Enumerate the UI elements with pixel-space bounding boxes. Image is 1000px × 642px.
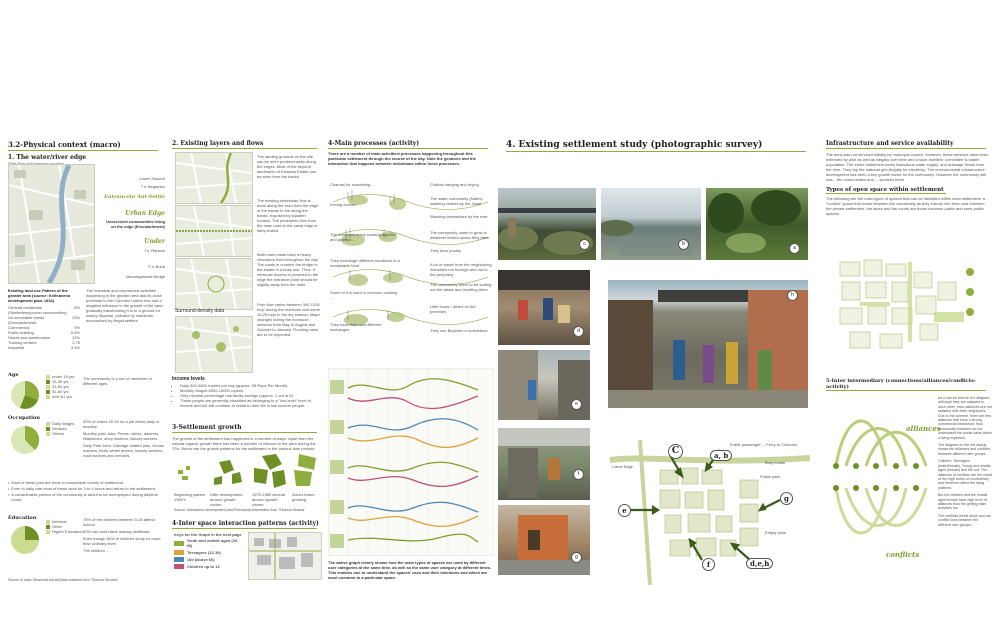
landuse-row [8, 315, 80, 325]
occupation-block [8, 415, 168, 475]
map-label: Under [144, 238, 165, 245]
photo-badge: g [571, 552, 582, 563]
education-note: Even though 60% of children study no more than ordinary level [83, 536, 161, 546]
process-label: They exchange different conditions to a remarkable food [330, 258, 400, 268]
key-label: Children up to 12 [187, 564, 220, 569]
section-header: 4-Main processes (activity) [328, 140, 420, 147]
infrastructure-paragraph: The area was not serviced initially by municipal council. However, these services have been extended by pilot as well as illegally over time and a slum dwellers' committee is stable population. The entire settlement faces hazardous water supply, and drainage floods from the river. They tap the national grid illegally for electricity. The environmental infrastructure development has been a key growth factor for the community. However the community still has... the communities and ... services there. [826, 152, 989, 182]
key-swatch [174, 550, 184, 555]
context-paragraph: The industrial and commercial activities happening in the greater area and its close proximity to the Colombo harbor has had a negative influence in the growth of the area gradually transforming it in to a ground for washy disposal, polluted by industries, encroached by illegal settlers. [86, 288, 163, 323]
income-title: Income levels [172, 376, 205, 382]
income-list [180, 383, 322, 408]
landuse-list [8, 305, 80, 350]
key-swatch [174, 557, 184, 562]
legend-label: Higher Education [52, 529, 83, 534]
legend-swatch [46, 520, 50, 524]
photo-f [498, 428, 590, 500]
photo-c [498, 188, 596, 260]
layer-map-4 [175, 316, 253, 373]
age-pie-chart [10, 380, 40, 410]
age-note: The community is a mix of members of different ages [83, 376, 152, 386]
bullet-item [8, 492, 168, 502]
process-label: Channel for something ... [330, 182, 375, 187]
legend-swatch [46, 525, 50, 529]
process-label: The incidence many cooking together and gossips ... [330, 232, 397, 242]
photo-b [601, 188, 701, 260]
occupation-pie-chart [10, 425, 40, 455]
column-main-processes [328, 140, 494, 595]
plan-note: Busy roads [765, 460, 786, 465]
key-item [174, 538, 242, 548]
landuse-name: Public building [8, 330, 34, 335]
plan-label-g: g [780, 492, 793, 505]
landuse-name: Stores and warehouses [8, 335, 51, 340]
header-rule [826, 193, 946, 194]
key-label: Teenagers (13-19) [187, 550, 221, 555]
alliances-label: alliances [906, 424, 941, 433]
legend-swatch [46, 385, 50, 389]
landuse-name: Training centers [8, 340, 37, 345]
source-note: Source of data: Observed survey/Data obtained from "Ekenna Sevana" [8, 578, 119, 582]
map-label: Unserviced communities living on the edge (Encroachment) [106, 219, 165, 229]
landuse-value: 3% [74, 325, 80, 330]
education-note: 80% can hold basic leaving certificate [83, 529, 150, 534]
section-header: 4. Existing settlement study (photographic survey) [506, 140, 763, 150]
education-notes [83, 517, 165, 555]
growth-text: The growth of the settlement has happened in a number of ways. Apart from the natural organic growth there has been a number of influxes to the area during the 70's. Below are the growth patterns for the settlement in the various time periods. [172, 436, 316, 451]
growth-diagram [174, 452, 322, 492]
plan-label-ab: a, b [710, 450, 732, 461]
photo-h [608, 280, 808, 408]
layer-map-2 [175, 205, 253, 257]
education-legend [46, 519, 83, 534]
header-rule [826, 148, 986, 149]
legend-label: 31-50 yrs [52, 384, 69, 389]
intermediary-note: As it can be seen in the diagram, although they are adjacent to each other, main alliances are not satisfied with their neighbours. Due to the scheme, there are few alliances that have a strong commercial interaction; thus community members do not understand the social value within a living organism. [938, 396, 992, 440]
legend-swatch [46, 380, 50, 384]
layer-para-1: The landing grounds on the site can be seen predominantly along the edges. Most of the beyond landmarks of Kemana Estate can be seen from the tracks. [257, 154, 316, 179]
occupation-note: Daily Paid Jobs: Garbage related jobs, House workers, three wheel drivers, factory workers, road workers and vendors [83, 443, 164, 458]
landuse-name: Un-servicable sheds (Encroachment) [8, 315, 45, 325]
income-item: • Only minimal percentage has family savings (approx. 1 out of 6) [180, 393, 322, 398]
map-label: Tr e Bund [147, 264, 165, 269]
education-note: The children ... [83, 548, 110, 553]
occupation-note: Monthly paid Jobs: Peons, clerks, laborers, Watchmen, shop workers, factory workers [83, 431, 160, 441]
map-label: Manningaward Bridge [126, 274, 165, 279]
photo-badge: e [571, 399, 582, 410]
plan-note: Canal Edge [612, 464, 633, 469]
interaction-key-title: Keys for the Graph in the next page [174, 532, 242, 537]
age-legend [46, 374, 74, 399]
landuse-value: 8% [74, 305, 80, 310]
layer-para-4: Prior flow varies between 300-1200 m/yr during the monsoon and some 15-25 m/yr in the dry season. Major changes during the monsoon seasons from May to August and October to January. Flooding rains are to be expected. [257, 302, 320, 337]
growth-label: Beginning pattern 1960's [174, 492, 206, 502]
header-rule [328, 148, 488, 149]
intermediary-note: The conflicts levels show and are conflict lines between the different user groups... [938, 513, 991, 527]
bullet-text: A considerable portion of the community is about to be unemployed during daytime hours. [11, 492, 158, 502]
header-rule [172, 148, 317, 149]
photo-badge: f [573, 469, 584, 480]
open-space-plan [830, 252, 990, 362]
header-rule [506, 151, 806, 152]
map-label: Entranceto Ant Settle [104, 194, 165, 200]
landuse-name: General residential (Shelterless/poorer communities) [8, 305, 67, 315]
education-label: Education [8, 515, 37, 521]
legend-swatch [46, 390, 50, 394]
section-header: 2. Existing layers and flows [172, 140, 264, 147]
photo-d [498, 270, 590, 345]
key-label: Old (above 60) [187, 557, 215, 562]
plan-note: Public passenger ... Ferry to Colombo [730, 442, 798, 447]
education-block [8, 515, 168, 575]
bullet-dot: • [8, 486, 10, 491]
bullet-dot: • [8, 480, 10, 485]
interaction-plan [248, 532, 322, 580]
activity-caption: The above graph clearly shows how the main types of spaces are used by different user categories at the same time, as well as the same user category at different times. This enables one to understand the spaces' uses and their intentions and which are most common to a particular space. [328, 560, 492, 580]
bullet-item [8, 480, 168, 485]
legend-label: under 15 yrs [52, 374, 75, 379]
settlement-key-plan [610, 440, 810, 585]
process-label: Ironing clothes [330, 202, 357, 207]
intermediary-note: The diagram on the left clearly shows the alliances and conflicts between different user groups. [938, 443, 991, 456]
process-label: A lot of waste from the neighboring industries run through and out to the periphery [430, 262, 492, 277]
header-rule [8, 150, 158, 151]
occupation-legend [46, 421, 74, 436]
site-plan-map [8, 164, 95, 284]
header-rule [172, 528, 317, 529]
income-item: • Monthly Wages 6000-15000 rupees [180, 388, 322, 393]
process-label: Washing themselves by the river [430, 214, 488, 219]
legend-item [46, 394, 74, 399]
processes-intro: There are a number of main activities/ processes happening throughout this particular settlement through the course of the day. Note the gestures and the interaction that happens between individuals within these processes. [328, 151, 476, 166]
photo-badge: b [678, 239, 689, 250]
legend-label: Informal [52, 519, 67, 524]
column-layers-flows [172, 140, 322, 590]
map-label: Lower Slavevil [139, 176, 165, 181]
map-label: T e Negambo [140, 184, 165, 189]
layer-para-3: Both main roads have a heavy circulation flow throughout the day. The roads in connect the bridge to the estate in a busy one. Thus, if vehicular access is provided to the edge the entrance point should be slightly away from the main. [257, 252, 319, 287]
legend-label: Daily Wages [52, 421, 75, 426]
column-physical-context [8, 140, 168, 590]
landuse-value: 3.3% [70, 345, 80, 350]
intermediary-header: 5-Inter intermediary (connections/alliances/conflicts-activity) [826, 378, 976, 390]
growth-source: Source: Kelinaveno development plan/Field study/Information from "Ekenna Sevana" [174, 508, 306, 512]
map-label-urban-edge: Urban Edge [125, 210, 165, 217]
interaction-keys [174, 538, 242, 571]
landuse-block [8, 288, 80, 350]
process-label: They use Bicycles or motorbikes [430, 328, 488, 333]
process-labels-right [430, 182, 492, 352]
process-label: The community seem to be sorting out the waste and reselling them [430, 282, 492, 292]
growth-label: 1970-1980 several around growth circles [252, 492, 286, 507]
bullet-item [8, 486, 168, 491]
layer-map-1 [175, 152, 253, 204]
process-label: The community came to grow in whatever limited space they have [430, 230, 490, 240]
landuse-value: 0.5% [70, 330, 80, 335]
process-label: The water community (Males) washing clothes by the canal [430, 196, 483, 206]
plan-note: Public path [760, 474, 780, 479]
map-label: Tn, Ranche [144, 248, 165, 253]
intermediary-note: But the children and the middle aged female have high level of alliances thus the getting main activities too. [938, 493, 988, 511]
legend-label: 15-30 yrs [52, 379, 69, 384]
occupation-label: Occupation [8, 415, 40, 421]
photo-badge: a [789, 243, 800, 254]
plan-note: Empty plots [765, 530, 786, 535]
legend-label: over 61 yrs [52, 394, 72, 399]
landuse-value: 23% [71, 315, 80, 320]
legend-label: Other [52, 524, 63, 529]
landuse-row [8, 305, 80, 315]
legend-label: Others [52, 431, 65, 436]
legend-swatch [46, 427, 50, 431]
education-note: 78% of the children between 5-18 attend school. [83, 517, 155, 527]
header-rule [172, 432, 317, 433]
column-photographic-survey [498, 140, 820, 595]
age-block [8, 372, 168, 412]
legend-swatch [46, 395, 50, 399]
open-space-paragraph: The following are the main types of spaces that can be identified within each settlement: a "conflict" space that exists between the community as they intrude into them and between the private settlement, the lanes and the courts are those common public and semi-public spaces. [826, 196, 985, 216]
process-label: They have their own different exchanges [330, 322, 382, 332]
layer-para-2: The existing pedestrian flow is done along the road from the edge of the estate to the along the banks, exposed by squatter houses. The pedestrian flow from the main road to the canal edge is fairly limited. [257, 198, 319, 233]
landuse-name: Commercial [8, 325, 30, 330]
section-header: 3.2-Physical context (macro) [8, 140, 121, 149]
bullet-text: Even in daily rate most of these work for 3 to 4 hours and return to the settlement. [11, 486, 156, 491]
legend-item [46, 529, 83, 534]
growth-label: Area's future growing [292, 492, 315, 502]
layer-map-3 [175, 258, 253, 310]
age-label: Age [8, 372, 19, 378]
conflicts-label: conflicts [886, 550, 920, 559]
legend-swatch [46, 422, 50, 426]
intermediary-notes [938, 396, 992, 530]
landuse-name: Industrial [8, 345, 25, 350]
legend-label: 51-60 yrs [52, 389, 69, 394]
income-item: • Daily 300-3500 rupees per day (approx. 55 Rups Per Month) [180, 383, 322, 388]
plan-label-e: e [618, 504, 631, 517]
process-label: Little foods / drinks on the premises [430, 304, 476, 314]
key-swatch [174, 564, 184, 569]
photo-g [498, 505, 590, 575]
landuse-title: Existing land use Pattern of the greater area (source: Kelinaveno development plan, UDA) [8, 288, 71, 303]
bullet-dot: • [8, 492, 10, 497]
process-labels-left [330, 182, 408, 352]
process-label: They bear poultry [430, 248, 462, 253]
growth-header: 3-Settlement growth [172, 424, 242, 431]
plan-label-deh: d,e,h [746, 558, 773, 569]
plan-label-f: f [702, 558, 715, 571]
occupation-note: 30% of voters 20-40 do a job either daily or monthly. [83, 419, 160, 429]
growth-label: Little development around growth circles [210, 492, 243, 507]
landuse-row [8, 345, 80, 350]
sub-header: 1. The water/river edge [8, 154, 87, 161]
legend-label: Vendors [52, 426, 67, 431]
photo-a [706, 188, 808, 260]
legend-swatch [46, 375, 50, 379]
landuse-value: 2.75 [72, 340, 80, 345]
plan-label-c: C [668, 444, 683, 459]
interaction-header: 4-Inter space interaction patterns (activity) [172, 520, 319, 527]
column-infrastructure [826, 140, 994, 595]
open-space-header: Types of open space within settlement [826, 187, 944, 193]
section-header: Infrastructure and service availability [826, 140, 954, 147]
activity-graph [328, 368, 494, 556]
legend-item [46, 431, 74, 436]
landuse-value: 12% [71, 335, 80, 340]
activity-label: Surround-density data [175, 308, 225, 314]
key-swatch [174, 541, 184, 546]
income-block [172, 376, 322, 408]
key-item [174, 557, 242, 562]
bullet-text: Most of these jobs are done in reasonable vicinity of settlement. [11, 480, 125, 485]
key-item [174, 564, 242, 569]
key-label: Youth and middle aged (20-60) [186, 538, 239, 548]
intermediary-note: Children, Teenagers (male/female), Young and middle-aged (female) and the old. The alliances of conflicts are the result of the high levels of connectivity and therefore affect the living patterns. [938, 459, 992, 490]
legend-swatch [46, 432, 50, 436]
education-pie-chart [10, 525, 40, 555]
process-label: Some of it is used in common cooking ... [330, 290, 398, 300]
photo-badge: h [787, 290, 798, 301]
photo-badge: d [573, 326, 584, 337]
income-item: • These people are generally classified as belonging to a "low-level" level of income and but still continue to relate to their life in low income people. [180, 398, 322, 408]
process-label: Clothes hanging and drying [430, 182, 479, 187]
occupation-notes [83, 419, 165, 460]
settlement-bullets [8, 480, 168, 503]
alliances-diagram [826, 396, 936, 476]
conflicts-diagram [826, 478, 936, 558]
legend-swatch [46, 530, 50, 534]
map-labels [93, 168, 165, 283]
photo-badge: c [579, 239, 590, 250]
key-item [174, 550, 242, 555]
header-rule [826, 390, 986, 391]
photo-e [498, 350, 590, 420]
